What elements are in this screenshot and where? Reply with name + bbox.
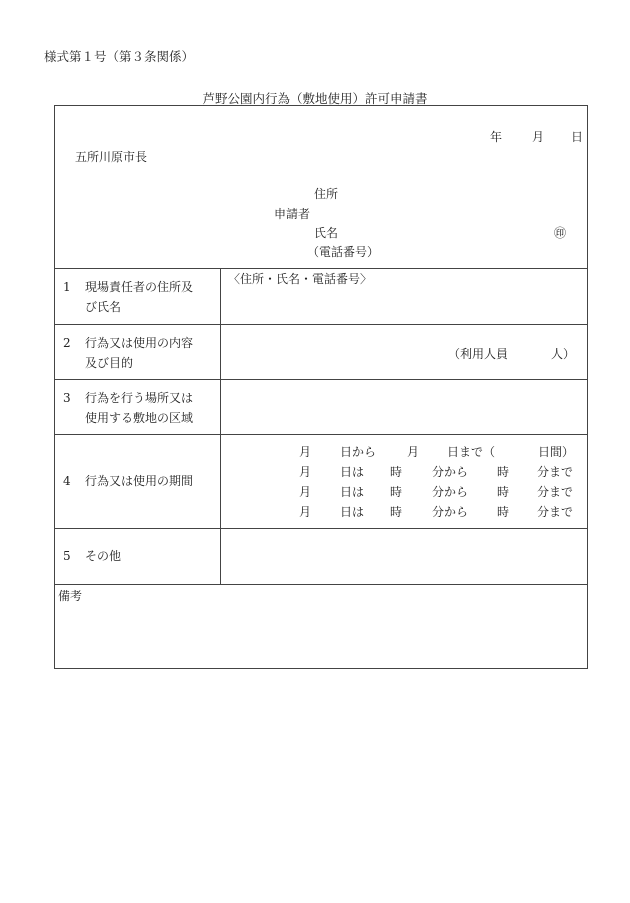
- date-month-label: 月: [532, 130, 545, 144]
- time-month: 月: [299, 505, 312, 519]
- time-day: 日は: [340, 505, 365, 519]
- time-start-hour: 時: [390, 505, 403, 519]
- row-2-number: 2: [63, 336, 71, 350]
- time-start-hour: 時: [390, 465, 403, 479]
- form-number: 様式第１号（第３条関係）: [44, 49, 195, 64]
- time-start-minute: 分から: [432, 485, 469, 499]
- name-label: 氏名: [314, 226, 339, 240]
- document-title: 芦野公園内行為（敷地使用）許可申請書: [202, 91, 428, 106]
- row-1-label-line2: び氏名: [85, 300, 122, 314]
- time-end-hour: 時: [497, 485, 510, 499]
- time-end-hour: 時: [497, 505, 510, 519]
- period-time-row: [55, 462, 589, 482]
- phone-label: （電話番号）: [307, 245, 380, 259]
- time-end-hour: 時: [497, 465, 510, 479]
- time-start-minute: 分から: [432, 505, 469, 519]
- row-3-label: [63, 388, 193, 428]
- users-count-close: 人）: [551, 347, 576, 361]
- row-3-label-line2: 使用する敷地の区域: [85, 411, 194, 425]
- time-start-minute: 分から: [432, 465, 469, 479]
- period-end-day: 日まで（: [447, 445, 496, 459]
- seal-mark: ㊞: [554, 226, 567, 240]
- time-day: 日は: [340, 465, 365, 479]
- row-divider: [55, 584, 587, 585]
- row-2-label: [63, 333, 193, 373]
- column-divider: [220, 268, 221, 584]
- row-divider: [55, 324, 587, 325]
- row-divider: [55, 379, 587, 380]
- row-divider: [55, 528, 587, 529]
- users-count-open: （利用人員: [448, 347, 509, 361]
- date-day-label: 日: [571, 130, 584, 144]
- row-3-label-line1: 行為を行う場所又は: [85, 391, 194, 405]
- time-month: 月: [299, 485, 312, 499]
- row-3-number: 3: [63, 391, 71, 405]
- row-4-label-line1: 行為又は使用の期間: [85, 474, 194, 488]
- time-end-minute: 分まで: [537, 465, 574, 479]
- row-divider: [55, 434, 587, 435]
- addressee: 五所川原市長: [75, 150, 148, 164]
- time-month: 月: [299, 465, 312, 479]
- row-1-label-line1: 現場責任者の住所及: [85, 280, 194, 294]
- period-days: 日間）: [538, 445, 575, 459]
- period-time-row: [55, 482, 589, 502]
- address-label: 住所: [314, 187, 339, 201]
- row-4-number: 4: [63, 474, 71, 488]
- period-time-row: [55, 502, 589, 522]
- row-2-label-line2: 及び目的: [85, 356, 134, 370]
- date-year-label: 年: [490, 130, 503, 144]
- row-divider: [55, 268, 587, 269]
- row-1-number: 1: [63, 280, 71, 294]
- row-2-label-line1: 行為又は使用の内容: [85, 336, 194, 350]
- application-form-table: [54, 105, 588, 669]
- row-5-label-line1: その他: [85, 549, 122, 563]
- time-end-minute: 分まで: [537, 485, 574, 499]
- row-5-label: [63, 546, 121, 566]
- time-day: 日は: [340, 485, 365, 499]
- time-end-minute: 分まで: [537, 505, 574, 519]
- period-end-month: 月: [407, 445, 420, 459]
- row-5-number: 5: [63, 549, 71, 563]
- row-1-content-hint: 〈住所・氏名・電話番号〉: [228, 272, 373, 286]
- period-start-day: 日から: [340, 445, 377, 459]
- period-range-row: [55, 442, 589, 462]
- applicant-label: 申請者: [274, 207, 311, 221]
- time-start-hour: 時: [390, 485, 403, 499]
- remarks-label: 備考: [58, 589, 83, 603]
- period-start-month: 月: [299, 445, 312, 459]
- row-1-label: [63, 277, 193, 317]
